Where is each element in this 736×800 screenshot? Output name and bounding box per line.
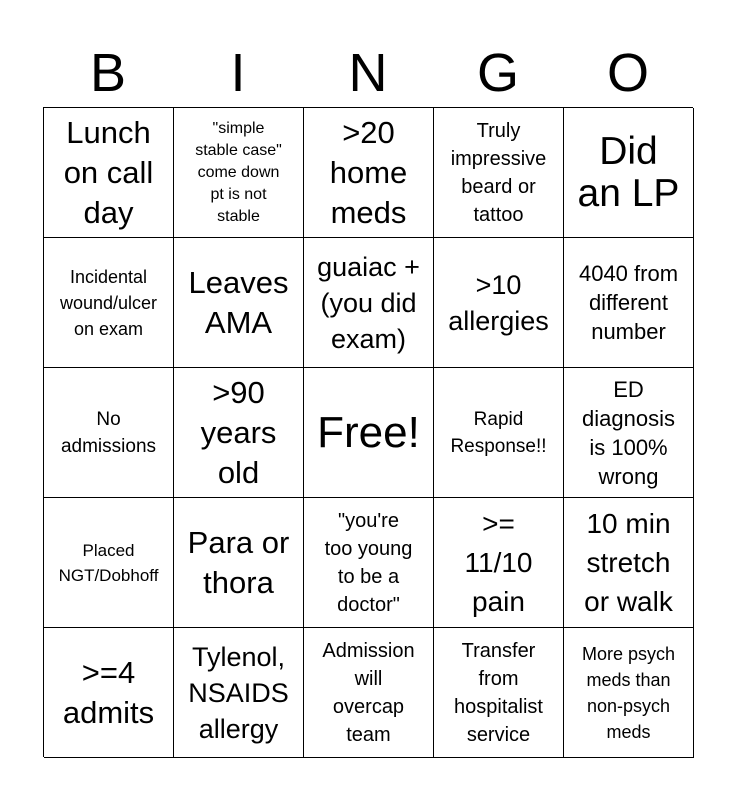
cell-text: >90 years old	[200, 374, 277, 490]
cell-text: Transfer from hospitalist service	[454, 639, 543, 746]
bingo-cell[interactable]	[44, 238, 174, 368]
cell-text: No admissions	[60, 408, 157, 457]
header-letter-g: G	[476, 43, 519, 103]
bingo-cell[interactable]	[434, 498, 564, 628]
free-space-cell[interactable]	[304, 368, 434, 498]
cell-text: 4040 from different number	[578, 261, 679, 344]
free-space-text: Free!	[317, 407, 420, 457]
cell-text: >10 allergies	[448, 269, 549, 336]
bingo-board	[43, 107, 693, 757]
cell-text: Incidental wound/ulcer on exam	[59, 266, 158, 339]
cell-text: Placed NGT/Dobhoff	[58, 540, 159, 585]
bingo-cell[interactable]	[44, 368, 174, 498]
bingo-cell[interactable]	[174, 238, 304, 368]
bingo-cell[interactable]	[564, 498, 694, 628]
bingo-cell[interactable]	[304, 108, 434, 238]
cell-text: guaiac + (you did exam)	[317, 251, 420, 354]
cell-text: Truly impressive beard or tattoo	[450, 119, 547, 226]
bingo-cell[interactable]	[174, 498, 304, 628]
bingo-cell[interactable]	[564, 238, 694, 368]
cell-text: ED diagnosis is 100% wrong	[582, 376, 675, 489]
cell-text: Rapid Response!!	[450, 408, 547, 457]
bingo-cell[interactable]	[564, 108, 694, 238]
bingo-header	[43, 40, 693, 106]
bingo-cell[interactable]	[304, 238, 434, 368]
cell-text: 10 min stretch or walk	[584, 508, 673, 617]
cell-text: >=4 admits	[62, 654, 155, 730]
header-letter-o: O	[606, 43, 649, 103]
bingo-cell[interactable]	[304, 498, 434, 628]
bingo-cell[interactable]	[304, 628, 434, 758]
bingo-cell[interactable]	[434, 108, 564, 238]
bingo-cell[interactable]	[44, 498, 174, 628]
cell-text: Did an LP	[577, 129, 680, 215]
cell-text: Tylenol, NSAIDS allergy	[188, 641, 289, 744]
cell-text: >= 11/10 pain	[464, 508, 533, 617]
cell-text: Para or thora	[187, 524, 290, 600]
cell-text: "simple stable case" come down pt is not stable	[195, 119, 282, 225]
cell-text: Lunch on call day	[63, 114, 154, 230]
bingo-cell[interactable]	[434, 238, 564, 368]
bingo-cell[interactable]	[44, 108, 174, 238]
bingo-cell[interactable]	[434, 628, 564, 758]
bingo-cell[interactable]	[434, 368, 564, 498]
cell-text: More psych meds than non-psych meds	[581, 643, 676, 742]
cell-text: "you're too young to be a doctor"	[324, 509, 413, 616]
bingo-cell[interactable]	[174, 108, 304, 238]
header-letter-b: B	[89, 43, 127, 103]
header-letter-i: I	[230, 43, 246, 103]
cell-text: >20 home meds	[329, 114, 408, 230]
bingo-cell[interactable]	[564, 368, 694, 498]
bingo-cell[interactable]	[174, 628, 304, 758]
header-letter-n: N	[348, 43, 388, 103]
bingo-cell[interactable]	[44, 628, 174, 758]
bingo-cell[interactable]	[174, 368, 304, 498]
cell-text: Leaves AMA	[188, 264, 289, 340]
cell-text: Admission will overcap team	[322, 639, 415, 746]
bingo-cell[interactable]	[564, 628, 694, 758]
